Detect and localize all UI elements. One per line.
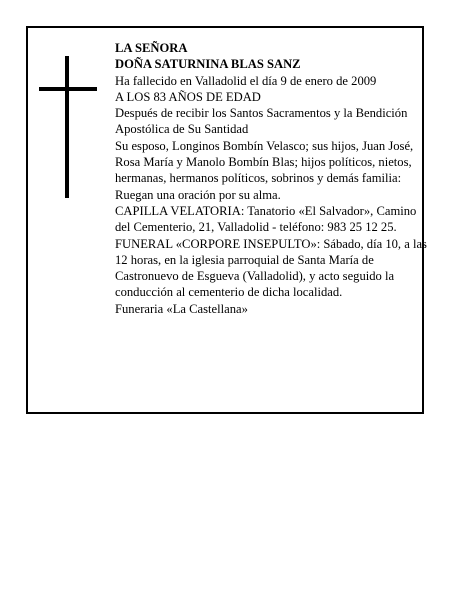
sacraments-statement: Después de recibir los Santos Sacramentos y la Bendición Apostólica de Su Santidad [115, 106, 408, 137]
prayer-request: Ruegan una oración por su alma. [115, 187, 281, 202]
notice-title: LA SEÑORA [115, 41, 188, 55]
obituary-notice [26, 26, 427, 414]
death-statement: Ha fallecido en Valladolid el día 9 de enero de 2009 [115, 73, 377, 88]
deceased-name: DOÑA SATURNINA BLAS SANZ [115, 57, 301, 72]
chapel-info: CAPILLA VELATORIA: Tanatorio «El Salvador», Camino del Cementerio, 21, Valladolid - teléfono: 983 25 12 25. [115, 203, 417, 235]
cross-icon-crossbar [39, 87, 97, 91]
cross-icon [65, 56, 69, 198]
funeral-home: Funeraria «La Castellana» [115, 301, 248, 316]
obituary-text [115, 40, 427, 317]
family-list: Su esposo, Longinos Bombín Velasco; sus hijos, Juan José, Rosa María y Manolo Bombín Blas; hijos políticos, nietos, hermanas, hermanos políticos, sobrinos y demás familia: [115, 138, 414, 186]
funeral-info: FUNERAL «CORPORE INSEPULTO»: Sábado, día 10, a las 12 horas, en la iglesia parroquial de Santa María de Castronuevo de Esgueva (Valladolid), y acto seguido la conducción al cementerio de dicha localidad. [115, 236, 427, 300]
age-statement: A LOS 83 AÑOS DE EDAD [115, 89, 261, 104]
